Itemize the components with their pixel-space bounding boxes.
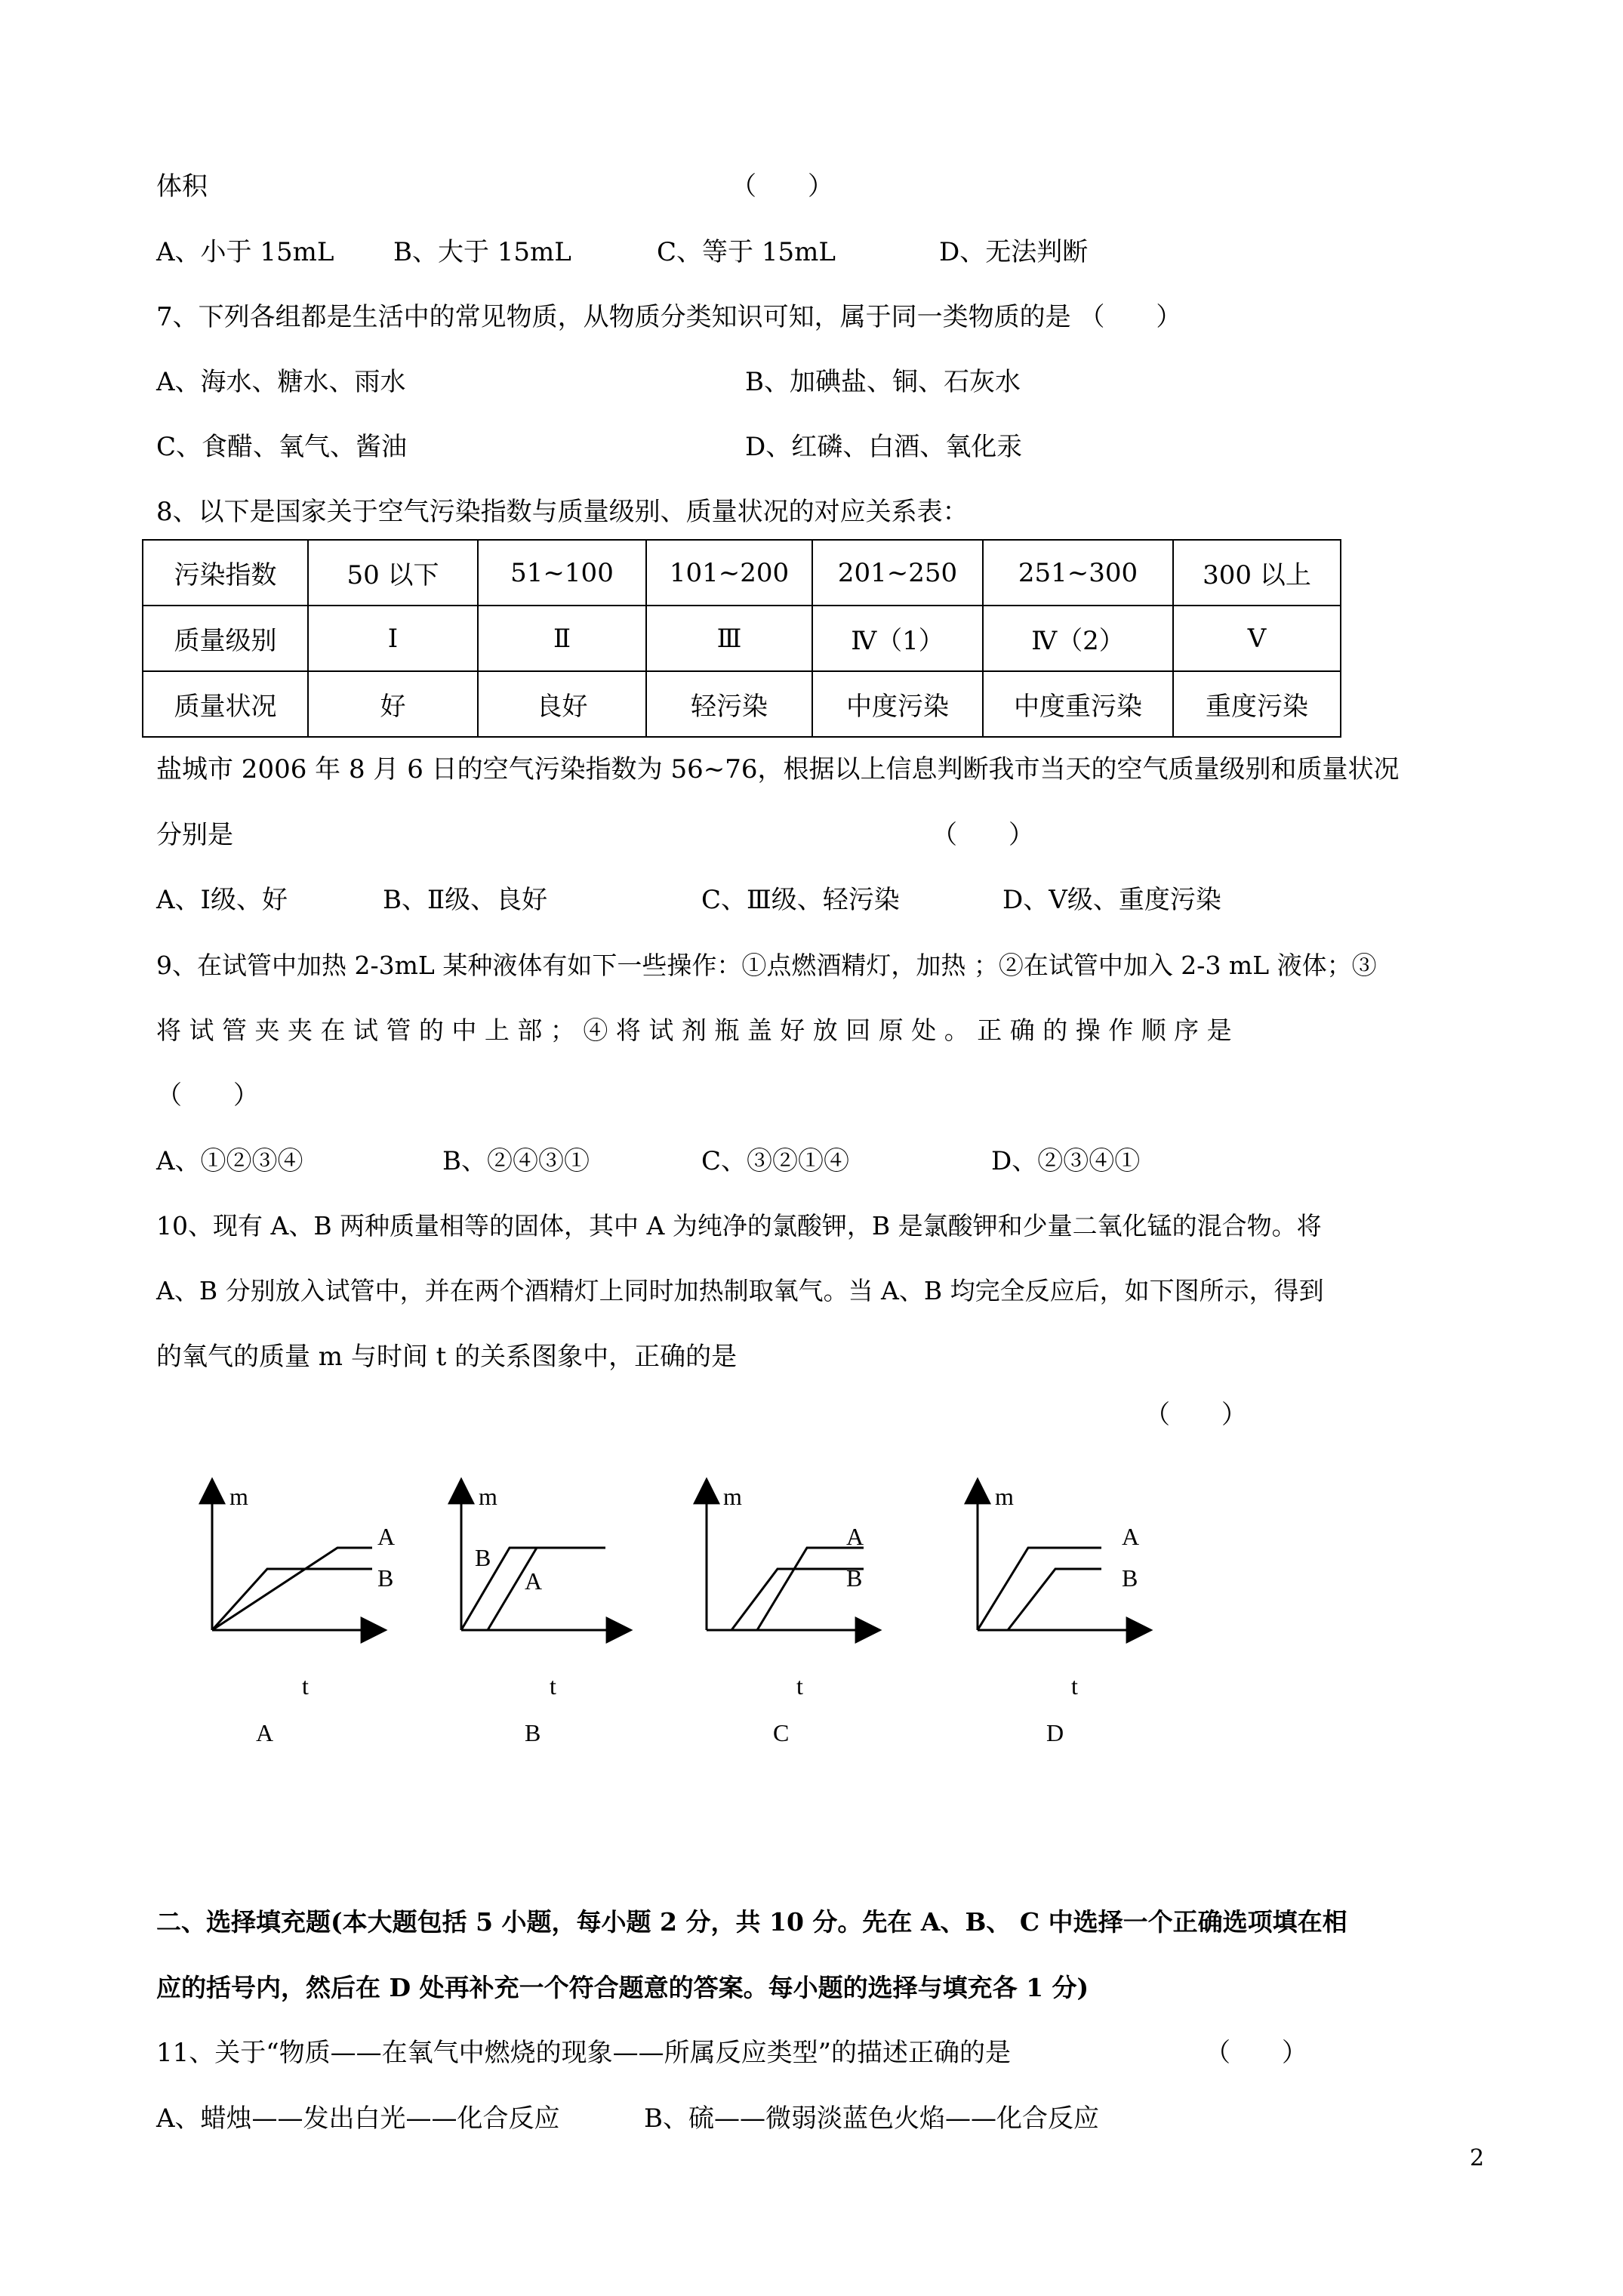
x-axis-label: t	[550, 1672, 556, 1700]
table-cell: 251~300	[983, 540, 1173, 606]
q7-option-a: A、海水、糖水、雨水	[156, 367, 406, 397]
answer-paren: （ ）	[1144, 1400, 1247, 1430]
option-c: C、等于 15mL	[657, 237, 836, 267]
section2-line2: 应的括号内，然后在 D 处再补充一个符合题意的答案。每小题的选择与填充各 1 分)	[156, 1973, 1089, 2002]
answer-paren: （ ）	[1205, 2038, 1307, 2068]
curve-b	[1008, 1569, 1101, 1630]
q8-option-c: C、Ⅲ级、轻污染	[701, 885, 900, 915]
table-cell: Ⅱ	[478, 606, 646, 671]
graph-option-label: C	[773, 1719, 790, 1746]
answer-paren: （ ）	[932, 820, 1034, 850]
table-cell: Ⅲ	[646, 606, 812, 671]
option-b: B、大于 15mL	[393, 237, 571, 267]
answer-paren: （ ）	[731, 171, 833, 202]
curve-label: B	[1122, 1564, 1138, 1592]
q11-option-b: B、硫——微弱淡蓝色火焰——化合反应	[644, 2103, 1099, 2134]
table-cell: Ⅳ（1）	[812, 606, 983, 671]
q11-option-a: A、蜡烛——发出白光——化合反应	[156, 2103, 560, 2134]
table-cell: 重度污染	[1173, 671, 1341, 737]
q7-stem: 7、下列各组都是生活中的常见物质，从物质分类知识可知，属于同一类物质的是 （ ）	[156, 302, 1182, 332]
option-a: A、小于 15mL	[156, 237, 334, 267]
q10-line3: 的氧气的质量 m 与时间 t 的关系图象中，正确的是	[156, 1342, 738, 1372]
q9-option-a: A、①②③④	[156, 1146, 303, 1176]
table-cell: 质量状况	[143, 671, 308, 737]
table-cell: 中度重污染	[983, 671, 1173, 737]
graph-option-label: B	[525, 1719, 541, 1746]
q8-after-line1: 盐城市 2006 年 8 月 6 日的空气污染指数为 56~76，根据以上信息判断我市当天的空气质量级别和质量状况	[156, 754, 1400, 784]
q9-option-c: C、③②①④	[701, 1146, 850, 1176]
curve-label: A	[1122, 1523, 1140, 1550]
table-cell: 中度污染	[812, 671, 983, 737]
table-cell: Ⅰ	[308, 606, 478, 671]
table-cell: 300 以上	[1173, 540, 1341, 606]
curve-label: A	[377, 1523, 396, 1550]
table-cell: 污染指数	[143, 540, 308, 606]
curve-a	[212, 1548, 372, 1630]
table-cell: 好	[308, 671, 478, 737]
curve-label: A	[846, 1523, 864, 1550]
page-number: 2	[1470, 2145, 1485, 2171]
x-axis-label: t	[302, 1672, 309, 1700]
q9-option-d: D、②③④①	[991, 1146, 1141, 1176]
q8-stem: 8、以下是国家关于空气污染指数与质量级别、质量状况的对应关系表：	[156, 497, 969, 527]
table-cell: 轻污染	[646, 671, 812, 737]
q9-line3: （ ）	[156, 1080, 259, 1111]
y-axis-label: m	[995, 1483, 1014, 1510]
q11-stem: 11、关于“物质——在氧气中燃烧的现象——所属反应类型”的描述正确的是	[156, 2038, 1012, 2068]
table-cell: Ⅳ（2）	[983, 606, 1173, 671]
y-axis-label: m	[723, 1483, 742, 1510]
table-cell: 50 以下	[308, 540, 478, 606]
curve-label: B	[846, 1564, 863, 1592]
continued-text: 体积	[156, 171, 208, 202]
table-cell: 101~200	[646, 540, 812, 606]
graph-option-label: A	[256, 1719, 274, 1746]
q8-after-line2: 分别是	[156, 820, 233, 850]
table-cell: 良好	[478, 671, 646, 737]
x-axis-label: t	[796, 1672, 803, 1700]
q9-line2: 将 试 管 夹 夹 在 试 管 的 中 上 部 ； ④ 将 试 剂 瓶 盖 好 放 回 原 处 。 正 确 的 操 作 顺 序 是	[156, 1015, 1232, 1045]
option-d: D、无法判断	[939, 237, 1089, 267]
x-axis-label: t	[1071, 1672, 1078, 1700]
graph-option-label: D	[1046, 1719, 1064, 1746]
q7-option-b: B、加碘盐、铜、石灰水	[745, 367, 1021, 397]
q10-line1: 10、现有 A、B 两种质量相等的固体，其中 A 为纯净的氯酸钾，B 是氯酸钾和少量二氧化锰的混合物。将	[156, 1211, 1322, 1240]
y-axis-label: m	[229, 1483, 248, 1510]
y-axis-label: m	[479, 1483, 497, 1510]
q7-option-c: C、食醋、氧气、酱油	[156, 432, 408, 462]
q8-option-b: B、Ⅱ级、良好	[383, 885, 548, 915]
table-cell: Ⅴ	[1173, 606, 1341, 671]
q7-option-d: D、红磷、白酒、氧化汞	[745, 432, 1023, 462]
curve-label: B	[377, 1564, 394, 1592]
curve-label: A	[525, 1567, 543, 1595]
curve-b	[731, 1569, 864, 1630]
curve-label: B	[475, 1544, 491, 1571]
q8-option-d: D、Ⅴ级、重度污染	[1002, 885, 1221, 915]
q9-option-b: B、②④③①	[442, 1146, 590, 1176]
table-cell: 51~100	[478, 540, 646, 606]
q8-option-a: A、Ⅰ级、好	[156, 885, 288, 915]
table-cell: 201~250	[812, 540, 983, 606]
q9-line1: 9、在试管中加热 2-3mL 某种液体有如下一些操作：①点燃酒精灯，加热 ；②在试管中加入 2-3 mL 液体；③	[156, 951, 1377, 980]
table-cell: 质量级别	[143, 606, 308, 671]
q10-line2: A、B 分别放入试管中，并在两个酒精灯上同时加热制取氧气。当 A、B 均完全反应后，如下图所示，得到	[156, 1276, 1324, 1305]
section2-line1: 二、选择填充题(本大题包括 5 小题，每小题 2 分，共 10 分。先在 A、B、 C 中选择一个正确选项填在相	[156, 1907, 1347, 1937]
